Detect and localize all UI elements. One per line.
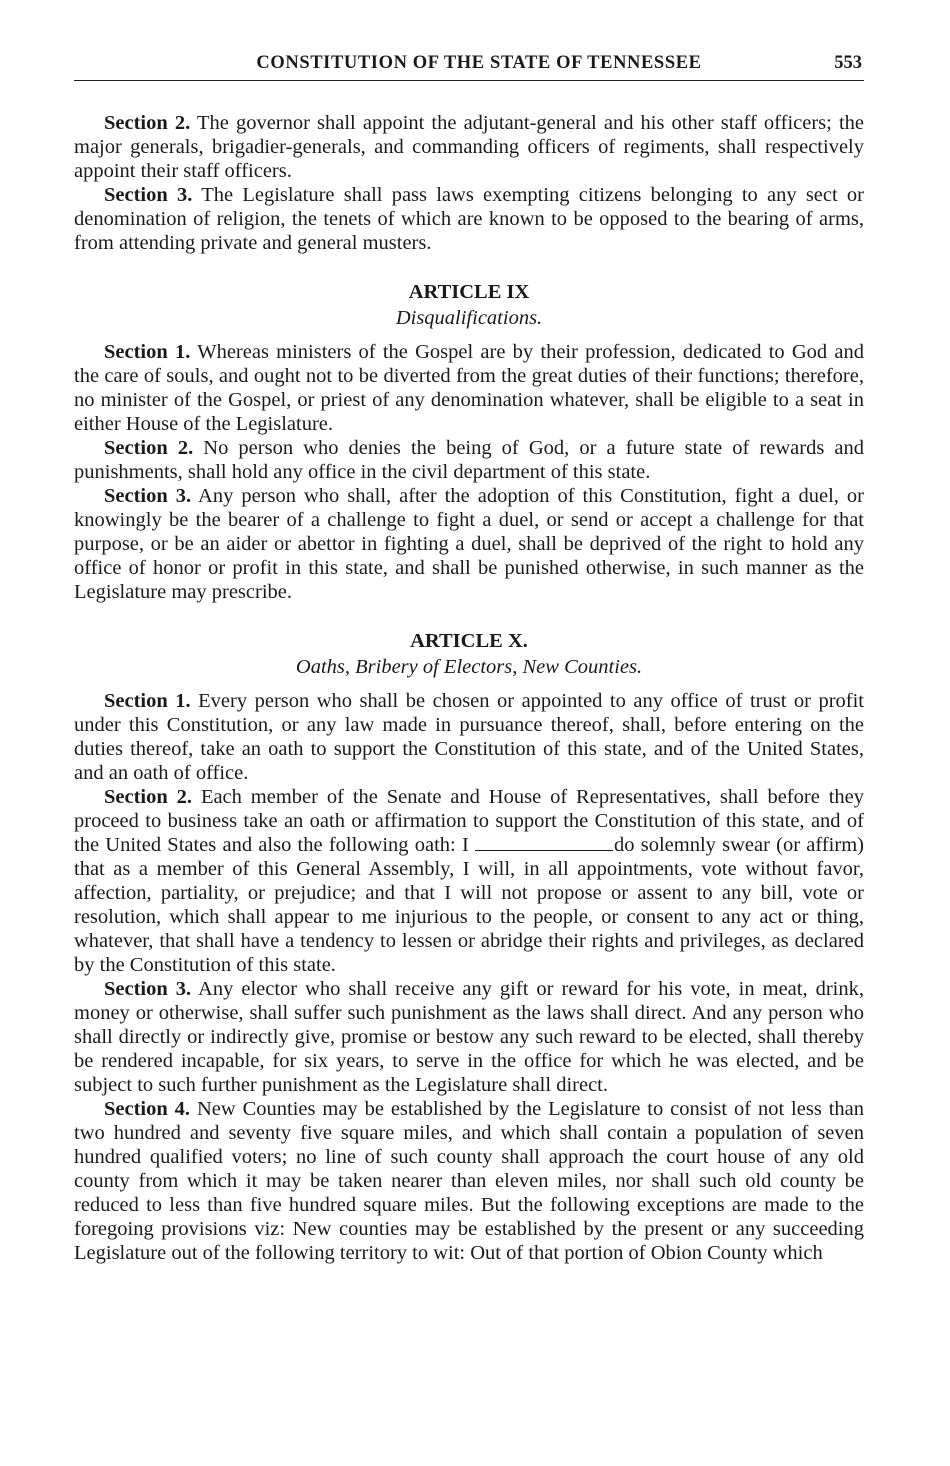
section-text-continued: do solemnly swear (or affirm) that as a member of this General Assembly, I will, in all appointments, vote without favor, affection, partiality, or prejudice; and that I will not propose or assent to any bill, vote or resolution, which shall appear to me injurious to the people, or consent to any act or thing, whatever, that shall have a tendency to lessen or abridge their rights and privileges, as declared by the Constitution of this state. xyxy=(74,834,864,976)
document-page xyxy=(74,50,864,1265)
paragraph-article-x-section-4 xyxy=(74,1097,864,1265)
section-label: Section 3. xyxy=(104,978,192,1000)
section-text: New Counties may be established by the Legislature to consist of not less than two hundred and seventy five square miles, and which shall contain a population of seven hundred qualified voters; no line of such county shall approach the court house of any old county from which it may be taken nearer than eleven miles, nor shall such old county be reduced to less than five hundred square miles. But the following exceptions are made to the foregoing provisions viz: New counties may be established by the present or any succeeding Legislature out of the following territory to wit: Out of that portion of Obion County which xyxy=(74,1098,864,1264)
article-x-heading: ARTICLE X. xyxy=(410,630,528,652)
section-text: Any person who shall, after the adoption of this Constitution, fight a duel, or knowingly be the bearer of a challenge to fight a duel, or send or accept a challenge for that purpose, or be an aider or abettor in fighting a duel, shall be deprived of the right to hold any office of honor or profit in this state, and shall be punished otherwise, in such manner as the Legislature may prescribe. xyxy=(74,485,864,603)
paragraph-article-viii-section-3 xyxy=(74,183,864,255)
section-text: The Legislature shall pass laws exempting citizens belonging to any sect or denomination of religion, the tenets of which are known to be opposed to the bearing of arms, from attending private and general musters. xyxy=(74,184,864,254)
section-label: Section 4. xyxy=(104,1098,191,1120)
section-label: Section 2. xyxy=(104,437,194,459)
paragraph-article-ix-section-1 xyxy=(74,340,864,436)
article-ix-subtitle: Disqualifications. xyxy=(395,307,543,329)
article-ix-heading: ARTICLE IX xyxy=(408,281,530,303)
section-label: Section 1. xyxy=(104,341,191,363)
paragraph-article-x-section-2 xyxy=(74,785,864,977)
page-body xyxy=(74,111,864,1265)
paragraph-article-ix-section-2 xyxy=(74,436,864,484)
running-header xyxy=(74,50,864,81)
paragraph-article-ix-section-3 xyxy=(74,484,864,604)
section-label: Section 3. xyxy=(104,184,193,206)
paragraph-article-x-section-1 xyxy=(74,689,864,785)
paragraph-article-viii-section-2 xyxy=(74,111,864,183)
paragraph-article-x-section-3 xyxy=(74,977,864,1097)
section-label: Section 2. xyxy=(104,112,191,134)
section-label: Section 3. xyxy=(104,485,192,507)
section-text: No person who denies the being of God, or a future state of rewards and punishments, shall hold any office in the civil department of this state. xyxy=(74,437,864,483)
section-text: Any elector who shall receive any gift or reward for his vote, in meat, drink, money or otherwise, shall suffer such punishment as the laws shall direct. And any person who shall directly or indirectly give, promise or bestow any such reward to be elected, shall thereby be rendered incapable, for six years, to serve in the office for which he was elected, and be subject to such further punishment as the Legislature shall direct. xyxy=(74,978,864,1096)
section-text: Each member of the Senate and House of Representatives, shall before they proceed to business take an oath or affirmation to support the Constitution of this state, and of the United States and also the following oath: I xyxy=(74,786,864,856)
section-text: The governor shall appoint the adjutant-general and his other staff officers; the major generals, brigadier-generals, and commanding officers of regiments, shall respectively appoint their staff officers. xyxy=(74,112,864,182)
section-text: Every person who shall be chosen or appointed to any office of trust or profit under this Constitution, or any law made in pursuance thereof, shall, before entering on the duties thereof, take an oath to support the Constitution of this state, and of the United States, and an oath of office. xyxy=(74,690,864,784)
section-label: Section 1. xyxy=(104,690,191,712)
section-text: Whereas ministers of the Gospel are by their profession, dedicated to God and the care of souls, and ought not to be diverted from the great duties of their functions; therefore, no minister of the Gospel, or priest of any denomination whatever, shall be eligible to a seat in either House of the Legislature. xyxy=(74,341,864,435)
name-blank-line xyxy=(475,834,613,851)
running-title: CONSTITUTION OF THE STATE OF TENNESSEE xyxy=(256,53,702,73)
article-x-subtitle: Oaths, Bribery of Electors, New Counties. xyxy=(295,656,643,678)
section-label: Section 2. xyxy=(104,786,193,808)
page-number: 553 xyxy=(834,53,862,73)
